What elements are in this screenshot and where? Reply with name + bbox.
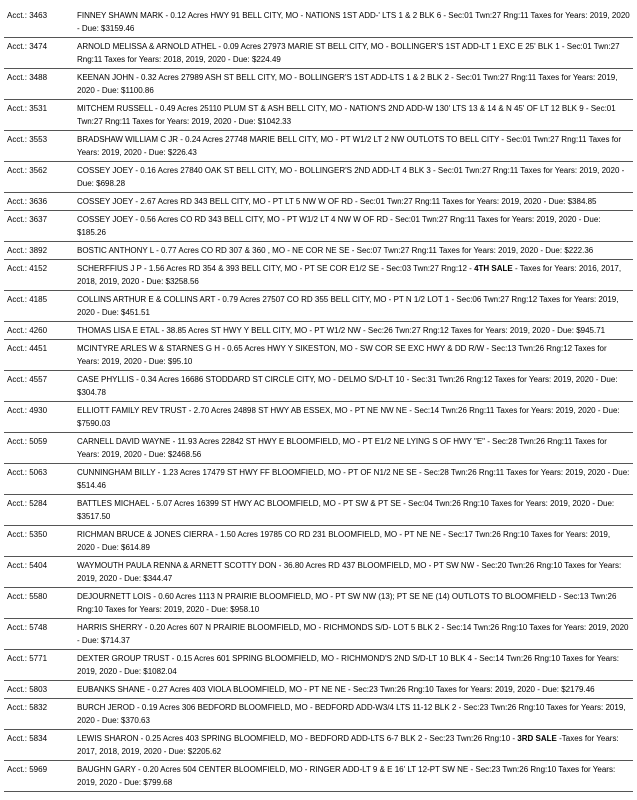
record-description: RICHMAN BRUCE & JONES CIERRA - 1.50 Acres 19785 CO RD 231 BLOOMFIELD, MO - PT NE NE - Sec:17 Twn:26 Rng:10 Taxes for Years: 2019, 2020 - Due: $614.89	[77, 530, 611, 552]
account-number: Acct.: 5834	[7, 734, 48, 743]
sale-count-label: 4TH SALE	[474, 264, 513, 273]
description-text: -Taxes for Years: 2017, 2018, 2019, 2020 - Due: $2205.62	[77, 734, 619, 756]
record-description: FINNEY SHAWN MARK - 0.12 Acres HWY 91 BELL CITY, MO - NATIONS 1ST ADD-' LTS 1 & 2 BLK 6 - Sec:01 Twn:27 Rng:11 Taxes for Years: 2019, 2020 - Due: $3159.46	[77, 11, 630, 33]
account-number: Acct.: 3474	[7, 42, 48, 51]
record-description: COSSEY JOEY - 0.56 Acres CO RD 343 BELL CITY, MO - PT W1/2 LT 4 NW W OF RD - Sec:01 Twn:27 Rng:11 Taxes for Years: 2019, 2020 - Due: $185.26	[77, 215, 601, 237]
account-number: Acct.: 5063	[7, 468, 48, 477]
record-description: ELLIOTT FAMILY REV TRUST - 2.70 Acres 24898 ST HWY AB ESSEX, MO - PT NE NW NE - Sec:14 Twn:26 Rng:11 Taxes for Years: 2019, 2020 - Due: $7590.03	[77, 406, 620, 428]
tax-record-rows	[4, 7, 633, 792]
record-description: THOMAS LISA E ETAL - 38.85 Acres ST HWY Y BELL CITY, MO - PT W1/2 NW - Sec:26 Twn:27 Rng:12 Taxes for Years: 2019, 2020 - Due: $945.71	[77, 326, 606, 335]
account-number: Acct.: 5350	[7, 530, 48, 539]
account-number: Acct.: 5803	[7, 685, 48, 694]
account-number: Acct.: 5969	[7, 765, 48, 774]
record-row	[4, 7, 633, 38]
record-row	[4, 242, 633, 260]
record-row	[4, 433, 633, 464]
description-text: SCHERFFIUS J P - 1.56 Acres RD 354 & 393 BELL CITY, MO - PT SE COR E1/2 SE - Sec:03 Twn:27 Rng:12 -	[77, 264, 475, 273]
account-number: Acct.: 3488	[7, 73, 48, 82]
account-number: Acct.: 3562	[7, 166, 48, 175]
record-row	[4, 526, 633, 557]
record-row	[4, 619, 633, 650]
account-number: Acct.: 3636	[7, 197, 48, 206]
record-description: COSSEY JOEY - 0.16 Acres 27840 OAK ST BELL CITY, MO - BOLLINGER'S 2ND ADD-LT 4 BLK 3 - Sec:01 Twn:27 Rng:11 Taxes for Years: 2019, 2020 - Due: $698.28	[77, 166, 625, 188]
record-description: BATTLES MICHAEL - 5.07 Acres 16399 ST HWY AC BLOOMFIELD, MO - PT SW & PT SE - Sec:04 Twn:26 Rng:10 Taxes for Years: 2019, 2020 - Due: $3517.50	[77, 499, 615, 521]
record-row	[4, 131, 633, 162]
account-number: Acct.: 3892	[7, 246, 48, 255]
account-number: Acct.: 4451	[7, 344, 48, 353]
account-number: Acct.: 3553	[7, 135, 48, 144]
record-description	[74, 260, 633, 291]
account-number: Acct.: 4152	[7, 264, 48, 273]
record-row	[4, 699, 633, 730]
account-number: Acct.: 5832	[7, 703, 48, 712]
account-number: Acct.: 5748	[7, 623, 48, 632]
account-number: Acct.: 4260	[7, 326, 48, 335]
record-row	[4, 681, 633, 699]
record-row	[4, 730, 633, 761]
record-description: BRADSHAW WILLIAM C JR - 0.24 Acres 27748 MARIE BELL CITY, MO - PT W1/2 LT 2 NW OUTLOTS TO BELL CITY - Sec:01 Twn:27 Rng:11 Taxes for Years: 2019, 2020 - Due: $226.43	[77, 135, 622, 157]
record-description: COSSEY JOEY - 2.67 Acres RD 343 BELL CITY, MO - PT LT 5 NW W OF RD - Sec:01 Twn:27 Rng:11 Taxes for Years: 2019, 2020 - Due: $384.85	[77, 197, 597, 206]
record-row	[4, 162, 633, 193]
record-row	[4, 464, 633, 495]
record-row	[4, 211, 633, 242]
record-description: MITCHEM RUSSELL - 0.49 Acres 25110 PLUM ST & ASH BELL CITY, MO - NATION'S 2ND ADD-W 130' LTS 13 & 14 & N 45' OF LT 12 BLK 9 - Sec:01 Twn:27 Rng:11 Taxes for Years: 2019, 2020 - Due: $1042.33	[77, 104, 616, 126]
record-row	[4, 340, 633, 371]
record-description	[74, 730, 633, 761]
record-description: BOSTIC ANTHONY L - 0.77 Acres CO RD 307 & 360 , MO - NE COR NE SE - Sec:07 Twn:27 Rng:11 Taxes for Years: 2019, 2020 - Due: $222.36	[77, 246, 594, 255]
description-text: LEWIS SHARON - 0.25 Acres 403 SPRING BLOOMFIELD, MO - BEDFORD ADD-LTS 6-7 BLK 2 - Sec:23 Twn:26 Rng:10 -	[77, 734, 518, 743]
record-description: EUBANKS SHANE - 0.27 Acres 403 VIOLA BLOOMFIELD, MO - PT NE NE - Sec:23 Twn:26 Rng:10 Taxes for Years: 2019, 2020 - Due: $2179.46	[77, 685, 595, 694]
record-description: MCINTYRE ARLES W & STARNES G H - 0.65 Acres HWY Y SIKESTON, MO - SW COR SE EXC HWY & DD R/W - Sec:13 Twn:26 Rng:12 Taxes for Years: 2019, 2020 - Due: $95.10	[77, 344, 607, 366]
account-number: Acct.: 5059	[7, 437, 48, 446]
record-description: ARNOLD MELISSA & ARNOLD ATHEL - 0.09 Acres 27973 MARIE ST BELL CITY, MO - BOLLINGER'S 1ST ADD-LT 1 EXC E 25' BLK 1 - Sec:01 Twn:27 Rng:11 Taxes for Years: 2018, 2019, 2020 - Due: $224.49	[77, 42, 620, 64]
record-row	[4, 761, 633, 792]
account-number: Acct.: 3637	[7, 215, 48, 224]
record-description: DEXTER GROUP TRUST - 0.15 Acres 601 SPRING BLOOMFIELD, MO - RICHMOND'S 2ND S/D-LT 10 BLK 4 - Sec:14 Twn:26 Rng:10 Taxes for Years: 2019, 2020 - Due: $1082.04	[77, 654, 620, 676]
account-number: Acct.: 5580	[7, 592, 48, 601]
record-row	[4, 588, 633, 619]
account-number: Acct.: 3531	[7, 104, 48, 113]
record-description: BAUGHN GARY - 0.20 Acres 504 CENTER BLOOMFIELD, MO - RINGER ADD-LT 9 & E 16' LT 12-PT SW NE - Sec:23 Twn:26 Rng:10 Taxes for Years: 2019, 2020 - Due: $799.68	[77, 765, 616, 787]
record-description: DEJOURNETT LOIS - 0.60 Acres 1113 N PRAIRIE BLOOMFIELD, MO - PT SW NW (13); PT SE NE (14) OUTLOTS TO BLOOMFIELD - Sec:13 Twn:26 Rng:10 Taxes for Years: 2019, 2020 - Due: $958.10	[77, 592, 617, 614]
record-description: HARRIS SHERRY - 0.20 Acres 607 N PRAIRIE BLOOMFIELD, MO - RICHMONDS S/D- LOT 5 BLK 2 - Sec:14 Twn:26 Rng:10 Taxes for Years: 2019, 2020 - Due: $714.37	[77, 623, 629, 645]
record-row	[4, 650, 633, 681]
record-row	[4, 291, 633, 322]
record-description: CASE PHYLLIS - 0.34 Acres 16686 STODDARD ST CIRCLE CITY, MO - DELMO S/D-LT 10 - Sec:31 Twn:26 Rng:12 Taxes for Years: 2019, 2020 - Due: $304.78	[77, 375, 618, 397]
record-description: WAYMOUTH PAULA RENNA & ARNETT SCOTTY DON - 36.80 Acres RD 437 BLOOMFIELD, MO - PT SW NW - Sec:20 Twn:26 Rng:10 Taxes for Years: 2019, 2020 - Due: $344.47	[77, 561, 622, 583]
record-row	[4, 193, 633, 211]
sale-count-label: 3RD SALE	[517, 734, 557, 743]
account-number: Acct.: 4185	[7, 295, 48, 304]
description-text: - Taxes for Years: 2016, 2017, 2018, 2019, 2020 - Due: $3258.56	[77, 264, 622, 286]
record-row	[4, 260, 633, 291]
account-number: Acct.: 5771	[7, 654, 48, 663]
record-row	[4, 371, 633, 402]
record-description: BURCH JEROD - 0.19 Acres 306 BEDFORD BLOOMFIELD, MO - BEDFORD ADD-W3/4 LTS 11-12 BLK 2 - Sec:23 Twn:26 Rng:10 Taxes for Years: 2019, 2020 - Due: $370.63	[77, 703, 626, 725]
account-number: Acct.: 3463	[7, 11, 48, 20]
account-number: Acct.: 5404	[7, 561, 48, 570]
record-row	[4, 322, 633, 340]
record-row	[4, 38, 633, 69]
record-row	[4, 495, 633, 526]
account-number: Acct.: 4557	[7, 375, 48, 384]
record-row	[4, 69, 633, 100]
tax-record-table	[4, 7, 633, 792]
record-description: CARNELL DAVID WAYNE - 11.93 Acres 22842 ST HWY E BLOOMFIELD, MO - PT E1/2 NE LYING S OF HWY "E" - Sec:28 Twn:26 Rng:11 Taxes for Years: 2019, 2020 - Due: $2468.56	[77, 437, 607, 459]
record-row	[4, 402, 633, 433]
record-row	[4, 100, 633, 131]
record-row	[4, 557, 633, 588]
record-description: COLLINS ARTHUR E & COLLINS ART - 0.79 Acres 27507 CO RD 355 BELL CITY, MO - PT N 1/2 LOT 1 - Sec:06 Twn:27 Rng:12 Taxes for Years: 2019, 2020 - Due: $451.51	[77, 295, 619, 317]
record-description: CUNNINGHAM BILLY - 1.23 Acres 17479 ST HWY FF BLOOMFIELD, MO - PT OF N1/2 NE SE - Sec:28 Twn:26 Rng:11 Taxes for Years: 2019, 2020 - Due: $514.46	[77, 468, 630, 490]
account-number: Acct.: 4930	[7, 406, 48, 415]
account-number: Acct.: 5284	[7, 499, 48, 508]
record-description: KEENAN JOHN - 0.32 Acres 27989 ASH ST BELL CITY, MO - BOLLINGER'S 1ST ADD-LTS 1 & 2 BLK 2 - Sec:01 Twn:27 Rng:11 Taxes for Years: 2019, 2020 - Due: $1100.86	[77, 73, 618, 95]
